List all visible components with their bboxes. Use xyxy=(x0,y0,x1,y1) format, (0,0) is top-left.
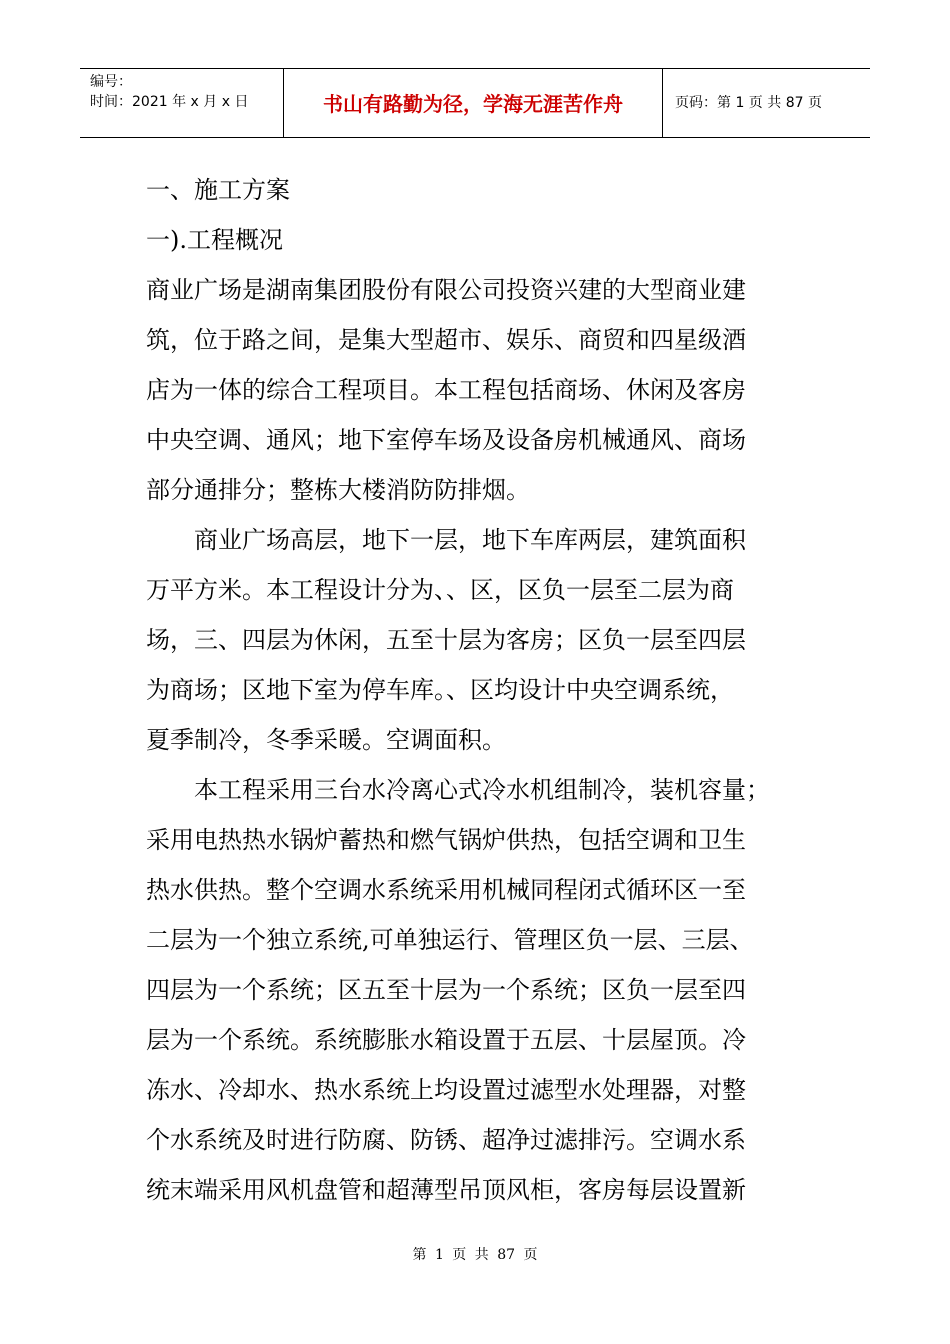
section-heading: 一、施工方案 xyxy=(146,176,290,204)
body-line: 商业广场高层，地下一层，地下车库两层，建筑面积 xyxy=(146,526,746,554)
page-footer: 第 1 页 共 87 页 xyxy=(412,1247,538,1263)
page-header xyxy=(80,68,870,138)
document-time: 时间：2021 年 x 月 x 日 xyxy=(90,94,249,110)
body-line: 本工程采用三台水冷离心式冷水机组制冷，装机容量； xyxy=(146,776,770,804)
body-line: 冻水、冷却水、热水系统上均设置过滤型水处理器，对整 xyxy=(146,1076,746,1104)
body-line: 热水供热。整个空调水系统采用机械同程闭式循环区一至 xyxy=(146,876,746,904)
body-line: 中央空调、通风；地下室停车场及设备房机械通风、商场 xyxy=(146,426,746,454)
body-line: 层为一个系统。系统膨胀水箱设置于五层、十层屋顶。冷 xyxy=(146,1026,746,1054)
header-page-cell xyxy=(663,69,870,137)
header-motto: 书山有路勤为径，学海无涯苦作舟 xyxy=(323,92,623,116)
header-info-cell xyxy=(80,69,284,137)
header-page-code: 页码：第 1 页 共 87 页 xyxy=(675,95,822,111)
body-line: 四层为一个系统；区五至十层为一个系统；区负一层至四 xyxy=(146,976,746,1004)
body-line: 采用电热热水锅炉蓄热和燃气锅炉供热，包括空调和卫生 xyxy=(146,826,746,854)
body-line: 场，三、四层为休闲，五至十层为客房；区负一层至四层 xyxy=(146,626,746,654)
body-line: 夏季制冷，冬季采暖。空调面积。 xyxy=(146,726,506,754)
body-line: 统末端采用风机盘管和超薄型吊顶风柜，客房每层设置新 xyxy=(146,1176,746,1204)
body-line: 店为一体的综合工程项目。本工程包括商场、休闲及客房 xyxy=(146,376,746,404)
document-number: 编号： xyxy=(90,74,132,90)
header-motto-cell xyxy=(284,69,663,137)
body-line: 二层为一个独立系统,可单独运行、管理区负一层、三层、 xyxy=(146,926,754,954)
subsection-heading: 一).工程概况 xyxy=(146,226,283,254)
document-body xyxy=(146,165,816,1215)
body-line: 部分通排分；整栋大楼消防防排烟。 xyxy=(146,476,530,504)
body-line: 万平方米。本工程设计分为、、区，区负一层至二层为商 xyxy=(146,576,734,604)
body-line: 商业广场是湖南集团股份有限公司投资兴建的大型商业建 xyxy=(146,276,746,304)
body-line: 为商场；区地下室为停车库。、区均设计中央空调系统， xyxy=(146,676,734,704)
body-line: 筑，位于路之间，是集大型超市、娱乐、商贸和四星级酒 xyxy=(146,326,746,354)
body-line: 个水系统及时进行防腐、防锈、超净过滤排污。空调水系 xyxy=(146,1126,746,1154)
